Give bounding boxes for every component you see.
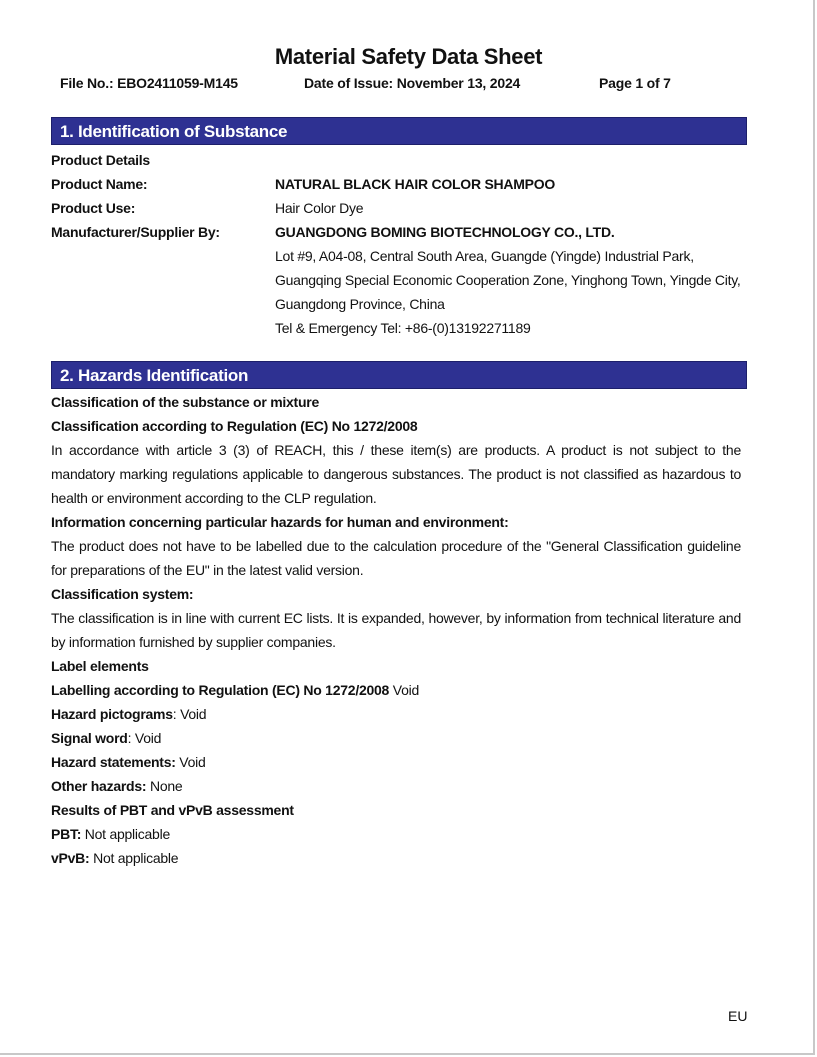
labelling-row [51, 678, 419, 702]
other-hazards-label: Other hazards: [51, 778, 147, 794]
product-use-value: Hair Color Dye [275, 200, 364, 216]
pbt-row [51, 822, 170, 846]
product-use-label: Product Use: [51, 200, 136, 216]
footer-region: EU [728, 1008, 748, 1024]
address-line-2: Guangqing Special Economic Cooperation Zone, Yinghong Town, Yingde City, [275, 272, 741, 288]
vpvb-value: Not applicable [89, 850, 179, 866]
other-hazards-row [51, 774, 182, 798]
signal-word-row [51, 726, 161, 750]
product-name-label: Product Name: [51, 176, 148, 192]
pictograms-label: Hazard pictograms [51, 706, 173, 722]
pbt-assessment-heading: Results of PBT and vPvB assessment [51, 802, 294, 818]
classification-system-text: The classification is in line with current EC lists. It is expanded, however, by information from technical literature and by information furnished by supplier companies. [51, 610, 741, 650]
classification-system-heading: Classification system: [51, 586, 194, 602]
info-text: The product does not have to be labelled due to the calculation procedure of the "General Classification guideline for preparations of the EU" in the latest valid version. [51, 538, 741, 578]
pictograms-value: : Void [172, 706, 207, 722]
manufacturer-name: GUANGDONG BOMING BIOTECHNOLOGY CO., LTD. [275, 224, 615, 240]
section-2-heading: 2. Hazards Identification [51, 361, 747, 389]
document-title: Material Safety Data Sheet [274, 44, 543, 69]
pictograms-row [51, 702, 206, 726]
date-of-issue: Date of Issue: November 13, 2024 [304, 75, 521, 91]
vpvb-row [51, 846, 178, 870]
labelling-value: Void [389, 682, 419, 698]
signal-word-label: Signal word [51, 730, 128, 746]
hazard-statements-label: Hazard statements: [51, 754, 176, 770]
section-1-heading: 1. Identification of Substance [51, 117, 747, 145]
emergency-tel: Tel & Emergency Tel: +86-(0)13192271189 [275, 320, 531, 336]
label-elements-heading: Label elements [51, 658, 149, 674]
classification-text: In accordance with article 3 (3) of REACH, this / these item(s) are products. A product is not subject to the mandatory marking regulations applicable to dangerous substances. The product is not classified as hazardous to health or environment according to the CLP regulation. [51, 442, 741, 506]
address-line-3: Guangdong Province, China [275, 296, 445, 312]
signal-word-value: : Void [127, 730, 162, 746]
classification-regulation: Classification according to Regulation (EC) No 1272/2008 [51, 418, 418, 434]
other-hazards-value: None [146, 778, 183, 794]
labelling-label: Labelling according to Regulation (EC) No 1272/2008 [51, 682, 390, 698]
product-details-label: Product Details [51, 152, 150, 168]
page-number: Page 1 of 7 [599, 75, 671, 91]
file-number: File No.: EBO2411059-M145 [60, 75, 238, 91]
pbt-value: Not applicable [81, 826, 170, 842]
info-heading: Information concerning particular hazards for human and environment: [51, 514, 509, 530]
classification-heading: Classification of the substance or mixture [51, 394, 320, 410]
vpvb-label: vPvB: [51, 850, 90, 866]
hazard-statements-row [51, 750, 206, 774]
manufacturer-label: Manufacturer/Supplier By: [51, 224, 220, 240]
pbt-label: PBT: [51, 826, 82, 842]
product-name-value: NATURAL BLACK HAIR COLOR SHAMPOO [275, 176, 556, 192]
address-line-1: Lot #9, A04-08, Central South Area, Guangde (Yingde) Industrial Park, [275, 248, 694, 264]
hazard-statements-value: Void [175, 754, 206, 770]
